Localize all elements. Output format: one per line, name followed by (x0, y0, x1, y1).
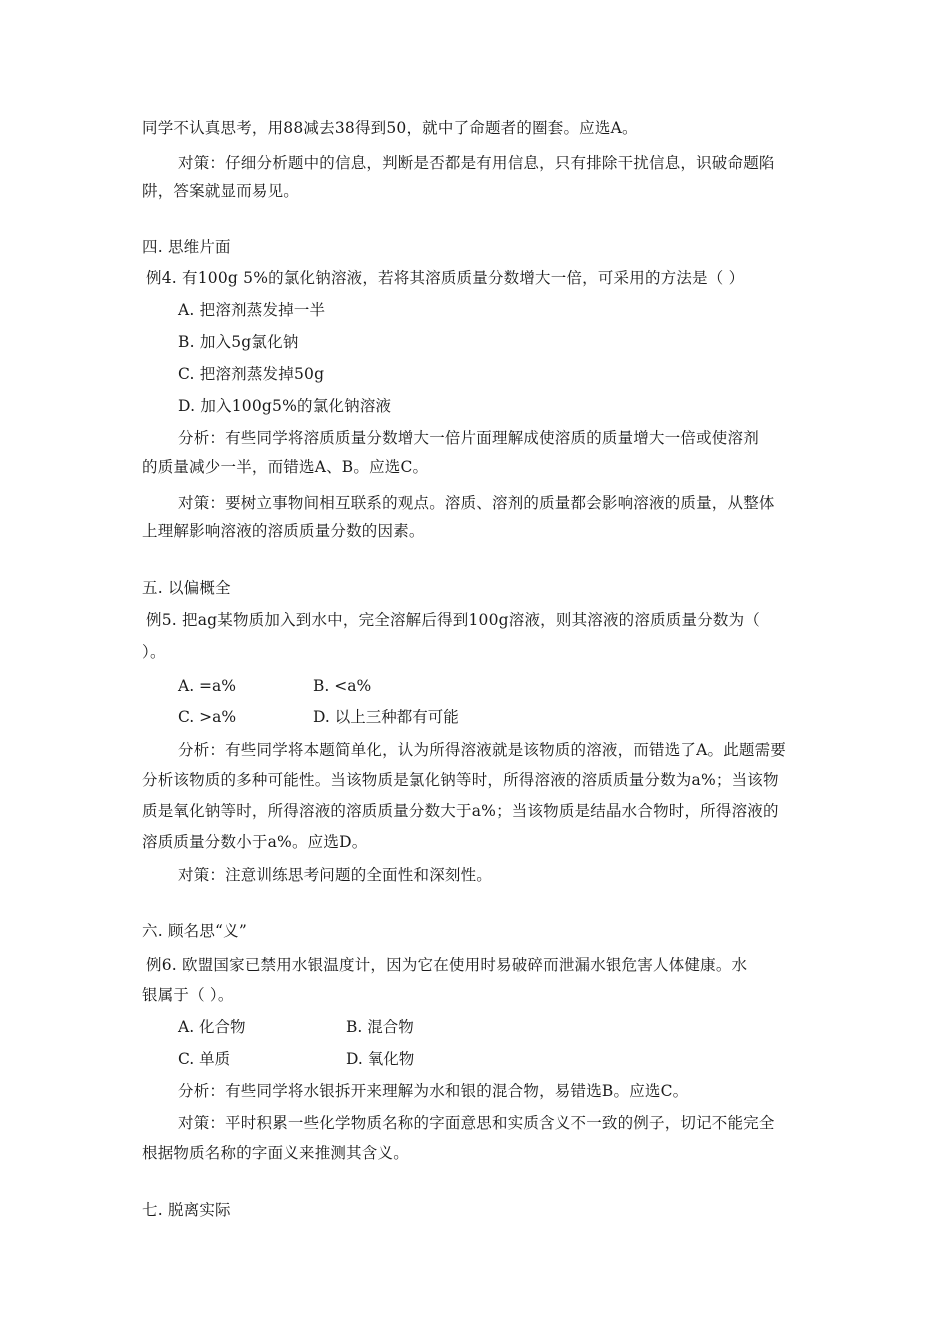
example-question: 例6. 欧盟国家已禁用水银温度计，因为它在使用时易破碎而泄漏水银危害人体健康。水 (146, 956, 748, 974)
strategy-line: 阱，答案就显而易见。 (142, 182, 300, 200)
analysis-line: 分析该物质的多种可能性。当该物质是氯化钠等时，所得溶液的溶质质量分数为a%；当该物 (142, 771, 779, 789)
paragraph-line: 同学不认真思考，用88减去38得到50，就中了命题者的圈套。应选A。 (142, 119, 638, 137)
example-question: ）。 (142, 643, 166, 661)
analysis-line: 分析：有些同学将水银拆开来理解为水和银的混合物，易错选B。应选C。 (178, 1082, 689, 1100)
section-heading: 五. 以偏概全 (142, 579, 231, 597)
strategy-line: 对策：仔细分析题中的信息，判断是否都是有用信息，只有排除干扰信息，识破命题陷 (178, 154, 775, 172)
example-question: 例5. 把ag某物质加入到水中，完全溶解后得到100g溶液，则其溶液的溶质质量分数为（ (146, 611, 760, 629)
section-heading: 六. 顾名思“义” (142, 922, 248, 940)
section-heading: 四. 思维片面 (142, 238, 231, 256)
option-c: C. 单质 (178, 1050, 231, 1068)
analysis-line: 分析：有些同学将本题简单化，认为所得溶液就是该物质的溶液，而错选了A。此题需要 (178, 741, 786, 759)
option-d: D. 加入100g5%的氯化钠溶液 (178, 397, 392, 415)
option-b: B. <a% (313, 677, 372, 695)
analysis-line: 的质量减少一半，而错选A、B。应选C。 (142, 458, 429, 476)
option-c: C. >a% (178, 708, 237, 726)
option-a: A. 把溶剂蒸发掉一半 (178, 301, 326, 319)
option-b: B. 加入5g氯化钠 (178, 333, 299, 351)
option-a: A. 化合物 (178, 1018, 246, 1036)
strategy-line: 对策：要树立事物间相互联系的观点。溶质、溶剂的质量都会影响溶液的质量，从整体 (178, 494, 775, 512)
strategy-line: 根据物质名称的字面义来推测其含义。 (142, 1144, 409, 1162)
section-heading: 七. 脱离实际 (142, 1201, 231, 1219)
analysis-line: 分析：有些同学将溶质质量分数增大一倍片面理解成使溶质的质量增大一倍或使溶剂 (178, 429, 759, 447)
option-d: D. 氧化物 (346, 1050, 415, 1068)
strategy-line: 对策：平时积累一些化学物质名称的字面意思和实质含义不一致的例子，切记不能完全 (178, 1114, 775, 1132)
analysis-line: 质是氧化钠等时，所得溶液的溶质质量分数大于a%；当该物质是结晶水合物时，所得溶液的 (142, 802, 779, 820)
strategy-line: 对策：注意训练思考问题的全面性和深刻性。 (178, 866, 493, 884)
example-question: 银属于（ ）。 (142, 986, 234, 1004)
example-question: 例4. 有100g 5%的氯化钠溶液，若将其溶质质量分数增大一倍，可采用的方法是（ ） (146, 269, 745, 287)
option-b: B. 混合物 (346, 1018, 414, 1036)
strategy-line: 上理解影响溶液的溶质质量分数的因素。 (142, 522, 425, 540)
option-a: A. =a% (178, 677, 237, 695)
option-c: C. 把溶剂蒸发掉50g (178, 365, 325, 383)
analysis-line: 溶质质量分数小于a%。应选D。 (142, 833, 368, 851)
option-d: D. 以上三种都有可能 (313, 708, 459, 726)
